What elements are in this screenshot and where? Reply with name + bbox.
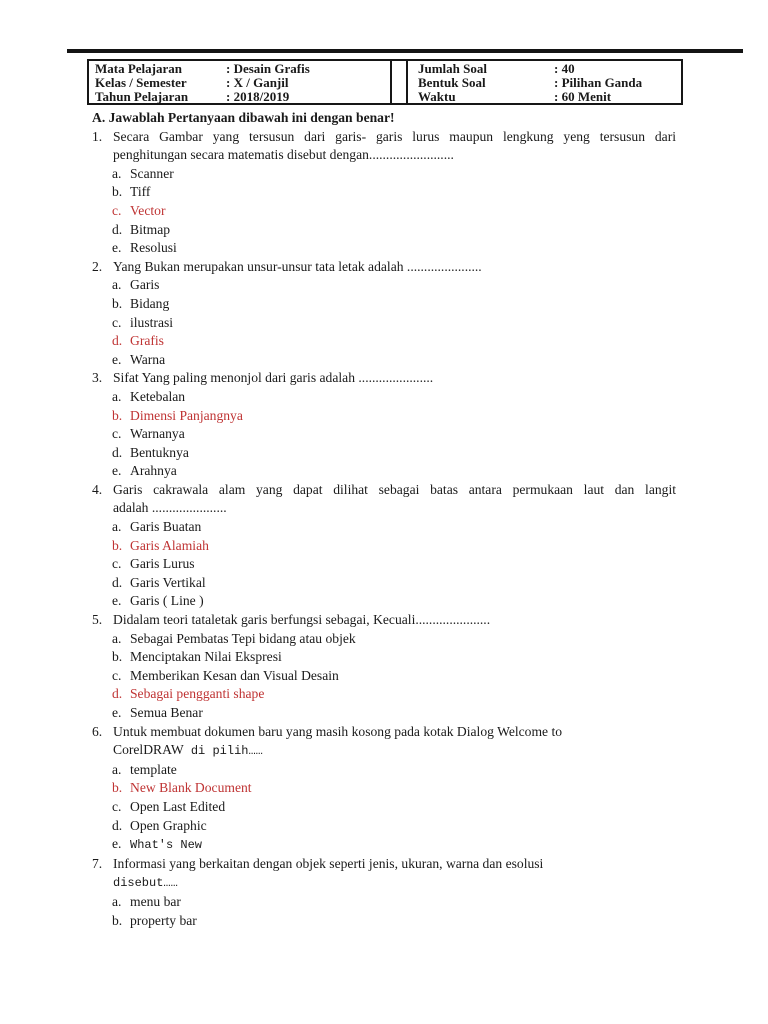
option-text: New Blank Document: [130, 780, 252, 796]
option-letter: b.: [112, 295, 123, 311]
option-text: Warnanya: [130, 426, 185, 442]
answer-option: [112, 314, 768, 333]
answer-option: [112, 912, 768, 931]
section-heading: A. Jawablah Pertanyaan dibawah ini dengan benar!: [92, 110, 395, 125]
answer-option: [112, 276, 768, 295]
option-letter: e.: [112, 836, 122, 852]
info-label: Jumlah Soal: [418, 61, 487, 76]
option-letter: b.: [112, 912, 123, 928]
option-text: Semua Benar: [130, 705, 203, 720]
answer-option: [112, 221, 768, 240]
answer-option: [112, 518, 768, 537]
option-text: Garis ( Line ): [130, 593, 204, 609]
answer-option: [112, 295, 768, 314]
question: [0, 258, 768, 370]
option-letter: e.: [112, 593, 122, 609]
info-row: [95, 90, 390, 104]
question-line: [113, 611, 676, 630]
info-value: : 60 Menit: [554, 88, 612, 104]
question-number: 6.: [92, 723, 103, 739]
question-text-segment: penghitungan secara matematis disebut dengan.........................: [113, 147, 454, 163]
header-rule-line: [67, 49, 743, 53]
answer-option: [112, 388, 768, 407]
option-letter: b.: [112, 649, 123, 665]
option-letter: e.: [112, 240, 122, 256]
option-text: Vector: [130, 202, 166, 218]
option-text: Arahnya: [130, 463, 177, 479]
answer-option: [112, 648, 768, 667]
question-text-segment: adalah ......................: [113, 500, 227, 516]
question: [0, 128, 768, 258]
option-text: Open Last Edited: [130, 798, 226, 814]
option-text: Bitmap: [130, 221, 171, 237]
info-row: [418, 90, 681, 104]
question-text-segment: CorelDRAW: [113, 742, 184, 758]
question: [0, 723, 768, 855]
question-number: 4.: [92, 481, 103, 497]
option-text: Dimensi Panjangnya: [130, 407, 243, 423]
question-line: [113, 855, 676, 874]
option-letter: b.: [112, 537, 123, 553]
option-text: menu bar: [130, 893, 181, 909]
question-line: [113, 146, 676, 165]
question-text-segment: Yang Bukan merupakan unsur-unsur tata letak adalah ......................: [113, 258, 482, 274]
question-line: [113, 369, 676, 388]
answer-option: [112, 202, 768, 221]
option-letter: b.: [112, 407, 123, 423]
info-value: : 40: [554, 61, 575, 76]
table-divider-gap: [392, 61, 408, 103]
question-line: [113, 873, 676, 893]
answer-option: [112, 407, 768, 426]
option-text: Bidang: [130, 295, 170, 311]
answer-option: [112, 444, 768, 463]
info-value: : Desain Grafis: [226, 61, 310, 76]
question-number: 7.: [92, 855, 103, 871]
option-text: Garis Buatan: [130, 519, 202, 535]
option-text: Open Graphic: [130, 817, 207, 833]
exam-info-right-cell: [408, 61, 681, 103]
answer-option: [112, 351, 768, 370]
option-letter: e.: [112, 705, 122, 720]
question: [0, 369, 768, 481]
option-text: Bentuknya: [130, 444, 189, 460]
option-letter: a.: [112, 630, 122, 646]
answer-option: [112, 798, 768, 817]
answer-option: [112, 592, 768, 611]
option-text: Sebagai pengganti shape: [130, 686, 265, 702]
option-letter: c.: [112, 426, 122, 442]
option-text: Garis: [130, 277, 160, 293]
option-letter: d.: [112, 444, 123, 460]
exam-info-left-cell: [89, 61, 392, 103]
option-letter: c.: [112, 202, 122, 218]
option-letter: a.: [112, 519, 122, 535]
option-letter: b.: [112, 780, 123, 796]
question-line: [113, 481, 676, 500]
question-text-segment: di pilih……: [183, 744, 263, 759]
option-text: Garis Vertikal: [130, 574, 206, 590]
answer-option: [112, 183, 768, 202]
answer-option: [112, 779, 768, 798]
option-letter: c.: [112, 314, 122, 330]
option-text: Garis Alamiah: [130, 537, 209, 553]
question-text-segment: Sifat Yang paling menonjol dari garis adalah ......................: [113, 370, 434, 386]
option-letter: a.: [112, 893, 122, 909]
option-text: Resolusi: [130, 240, 177, 256]
option-text: ilustrasi: [130, 314, 174, 330]
question-line: [113, 723, 676, 742]
info-row: [418, 76, 681, 90]
option-letter: a.: [112, 165, 122, 181]
info-value: : 2018/2019: [226, 88, 290, 104]
answer-option: [112, 537, 768, 556]
option-letter: c.: [112, 798, 122, 814]
info-label: Kelas / Semester: [95, 74, 187, 90]
question: [0, 855, 768, 930]
info-value: : Pilihan Ganda: [554, 74, 643, 90]
answer-option: [112, 462, 768, 481]
answer-option: [112, 630, 768, 649]
info-label: Waktu: [418, 88, 456, 104]
option-text: What's New: [130, 838, 203, 853]
answer-option: [112, 332, 768, 351]
option-letter: c.: [112, 667, 122, 683]
questions-list: [0, 109, 768, 930]
answer-option: [112, 835, 768, 855]
question: [0, 481, 768, 611]
option-text: Tiff: [130, 184, 151, 200]
option-text: Garis Lurus: [130, 556, 195, 572]
answer-option: [112, 425, 768, 444]
question-text-segment: Garis cakrawala alam yang dapat dilihat sebagai batas antara permukaan laut dan langit: [113, 481, 676, 497]
option-letter: d.: [112, 686, 123, 702]
info-label: Bentuk Soal: [418, 74, 486, 90]
option-letter: d.: [112, 574, 123, 590]
answer-option: [112, 574, 768, 593]
question-text-segment: Didalam teori tataletak garis berfungsi sebagai, Kecuali......................: [113, 612, 491, 628]
answer-option: [112, 685, 768, 704]
option-text: template: [130, 761, 177, 777]
question-text-segment: Informasi yang berkaitan dengan objek seperti jenis, ukuran, warna dan esolusi: [113, 855, 544, 871]
answer-option: [112, 761, 768, 780]
info-row: [95, 76, 390, 90]
question-text-segment: disebut……: [113, 876, 178, 891]
info-row: [418, 62, 681, 76]
option-letter: a.: [112, 761, 122, 777]
option-letter: a.: [112, 277, 122, 293]
answer-option: [112, 667, 768, 686]
option-text: Grafis: [130, 333, 164, 349]
exam-info-table: [87, 59, 683, 105]
option-letter: d.: [112, 221, 123, 237]
answer-option: [112, 239, 768, 258]
option-text: Sebagai Pembatas Tepi bidang atau objek: [130, 630, 356, 646]
question: [0, 611, 768, 723]
option-letter: d.: [112, 333, 123, 349]
answer-option: [112, 893, 768, 912]
question-number: 1.: [92, 128, 103, 144]
info-label: Tahun Pelajaran: [95, 88, 189, 104]
question-line: [113, 258, 676, 277]
question-number: 2.: [92, 258, 103, 274]
option-text: Memberikan Kesan dan Visual Desain: [130, 667, 339, 683]
option-letter: d.: [112, 817, 123, 833]
question-line: [113, 128, 676, 147]
answer-option: [112, 555, 768, 574]
info-row: [95, 62, 390, 76]
question-number: 5.: [92, 612, 103, 628]
question-line: [113, 741, 676, 761]
answer-option: [112, 165, 768, 184]
option-text: property bar: [130, 912, 197, 928]
info-label: Mata Pelajaran: [95, 61, 183, 76]
answer-option: [112, 817, 768, 836]
option-text: Ketebalan: [130, 388, 186, 404]
option-letter: b.: [112, 184, 123, 200]
option-letter: e.: [112, 351, 122, 367]
question-text-segment: Secara Gambar yang tersusun dari garis- garis lurus maupun lengkung yeng tersusun dari: [113, 128, 676, 144]
option-text: Menciptakan Nilai Ekspresi: [130, 649, 282, 665]
option-letter: e.: [112, 463, 122, 479]
answer-option: [112, 704, 768, 723]
question-text-segment: Untuk membuat dokumen baru yang masih kosong pada kotak Dialog Welcome to: [113, 723, 563, 739]
info-value: : X / Ganjil: [226, 74, 289, 90]
option-letter: a.: [112, 388, 122, 404]
question-number: 3.: [92, 370, 103, 386]
option-text: Warna: [130, 351, 166, 367]
option-letter: c.: [112, 556, 122, 572]
question-line: [113, 499, 676, 518]
option-text: Scanner: [130, 165, 174, 181]
